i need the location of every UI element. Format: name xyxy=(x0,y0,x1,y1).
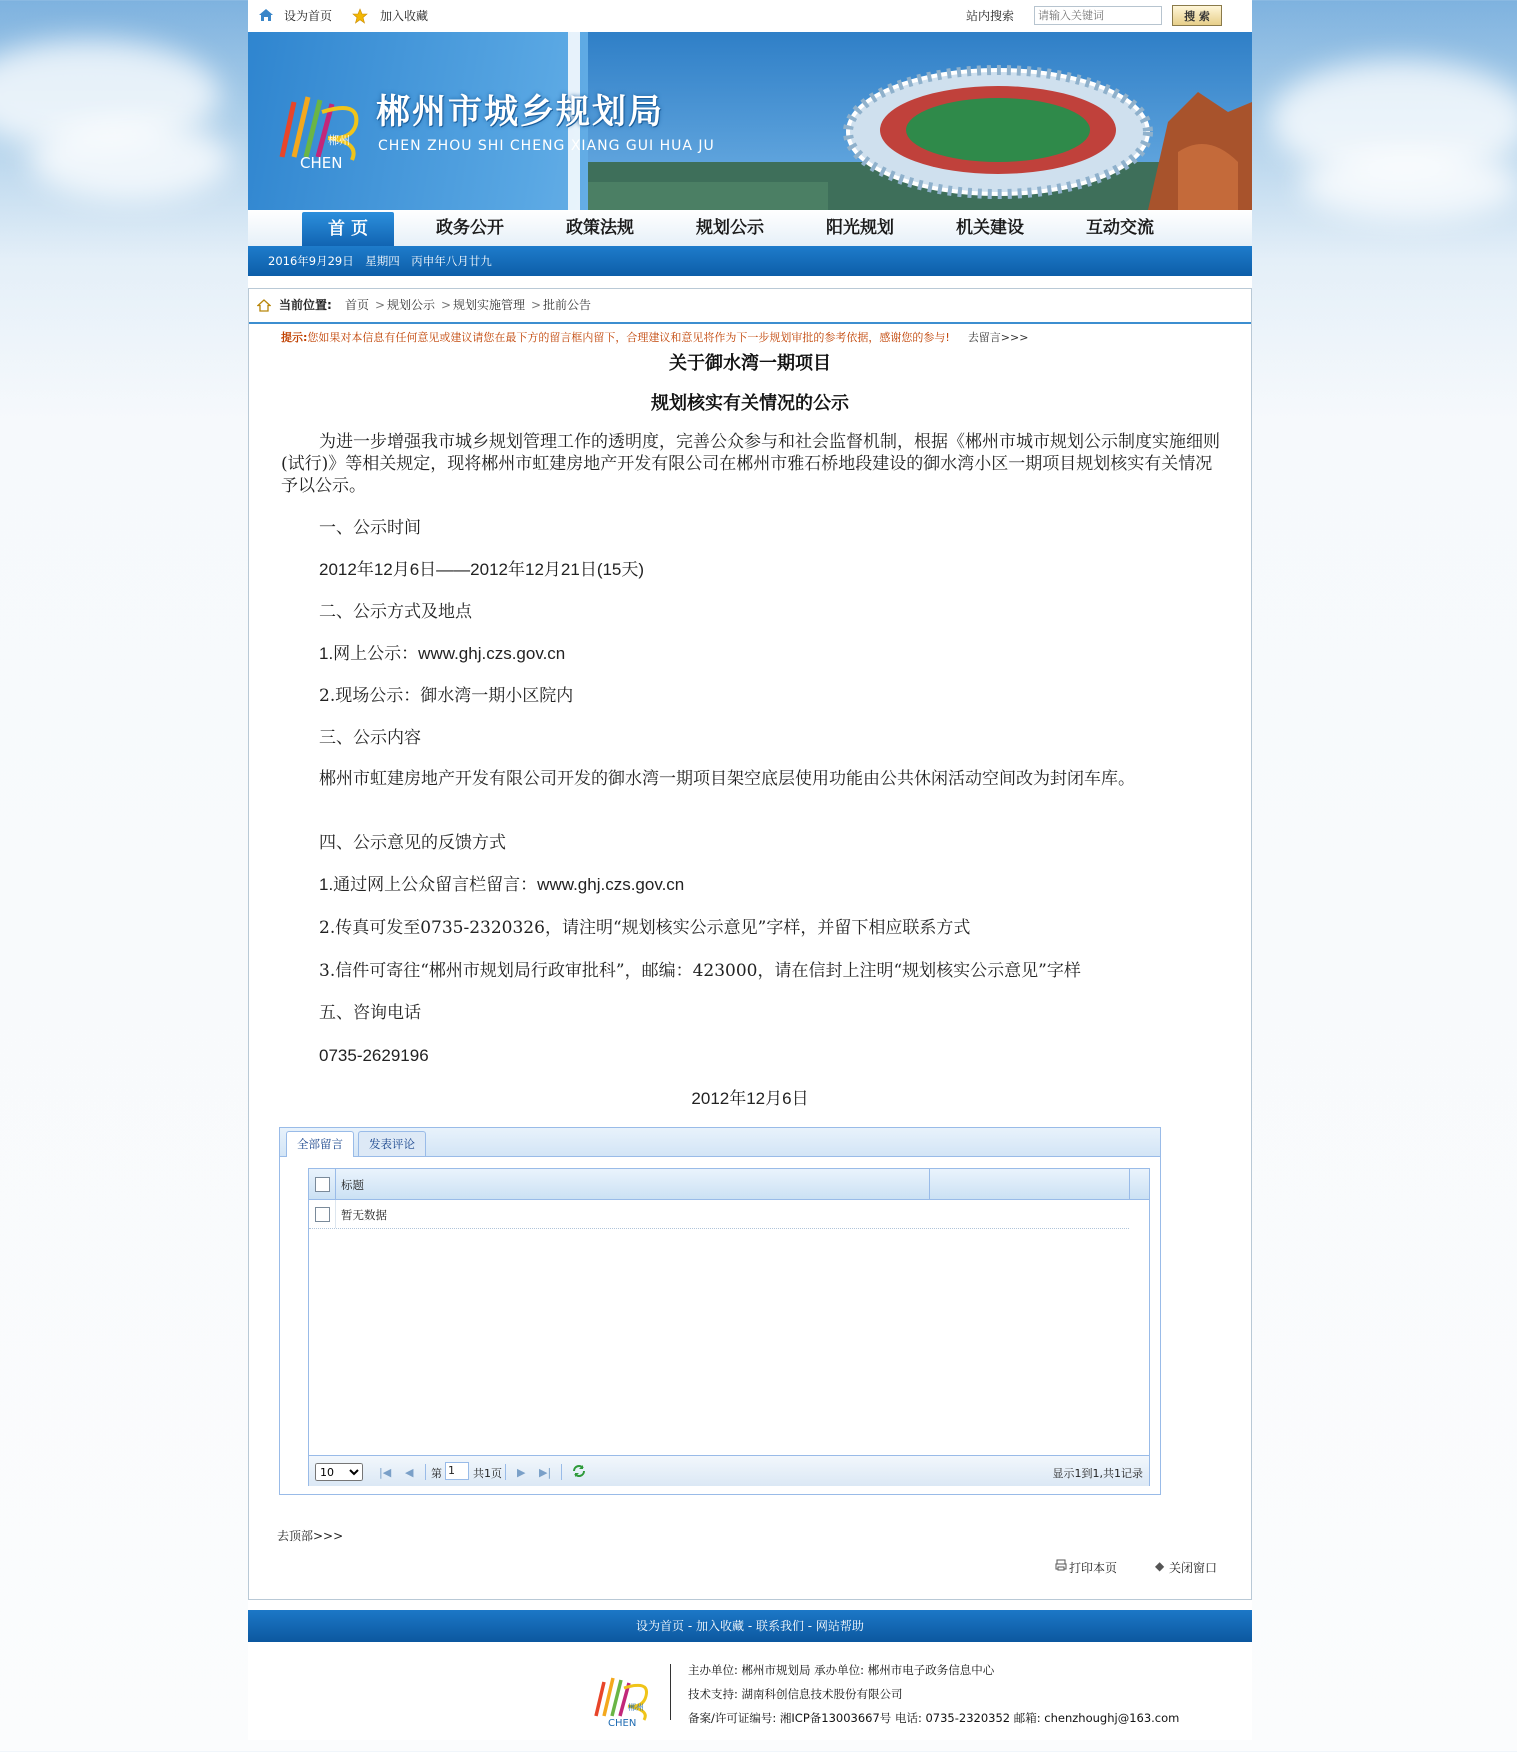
top-bar xyxy=(248,0,1252,33)
footer-logo-icon xyxy=(588,1668,652,1728)
breadcrumb-label: 当前位置: xyxy=(279,298,332,312)
stadium-image xyxy=(588,32,1252,210)
nav-item-planning-notice[interactable]: 规划公示 xyxy=(696,218,764,238)
section3-text: 郴州市虹建房地产开发有限公司开发的御水湾一期项目架空底层使用功能由公共休闲活动空间改为封闭车库。 xyxy=(319,769,1135,789)
footer-links[interactable]: 设为首页 - 加入收藏 - 联系我们 - 网站帮助 xyxy=(248,1610,1252,1642)
set-home-link[interactable]: 设为首页 xyxy=(284,9,333,23)
breadcrumb-item-current[interactable]: 批前公告 xyxy=(543,298,592,312)
site-title: 郴州市城乡规划局 xyxy=(376,92,664,132)
footer-logo-text-en: CHEN xyxy=(608,1718,637,1728)
section1-text: 2012年12月6日——2012年12月21日(15天) xyxy=(319,560,645,579)
breadcrumb-separator-icon: > xyxy=(441,298,452,312)
breadcrumb-home-icon xyxy=(257,299,271,315)
grid-pager xyxy=(309,1455,1149,1486)
print-page-link[interactable]: 打印本页 xyxy=(1069,1561,1118,1575)
footer-line3: 备案/许可证编号: 湘ICP备13003667号 电话: 0735-2320352 邮箱: chenzhoughj@163.com xyxy=(688,1711,1180,1725)
footer-line1: 主办单位: 郴州市规划局 承办单位: 郴州市电子政务信息中心 xyxy=(688,1663,995,1677)
logo-icon xyxy=(272,82,364,172)
date-bar xyxy=(248,246,1252,276)
page-container xyxy=(248,0,1252,1740)
refresh-icon[interactable] xyxy=(571,1463,587,1482)
breadcrumb xyxy=(249,289,1251,324)
main-nav xyxy=(248,210,1252,246)
nav-item-interaction[interactable]: 互动交流 xyxy=(1086,218,1154,238)
logo-text-en: CHEN xyxy=(300,154,343,172)
breadcrumb-separator-icon: > xyxy=(531,298,542,312)
row-checkbox[interactable] xyxy=(315,1207,330,1222)
section2-title: 二、公示方式及地点 xyxy=(319,602,472,622)
comments-tab-bar xyxy=(280,1128,1160,1157)
nav-item-home[interactable]: 首 页 xyxy=(302,212,394,246)
goto-top-link[interactable]: 去顶部>>> xyxy=(277,1529,344,1543)
add-favorite-link[interactable]: 加入收藏 xyxy=(380,9,429,23)
footer-info xyxy=(248,1642,1252,1740)
breadcrumb-separator-icon: > xyxy=(375,298,386,312)
page-count: 共1页 xyxy=(473,1467,502,1480)
empty-row-text: 暂无数据 xyxy=(341,1208,387,1222)
column-header-title[interactable]: 标题 xyxy=(341,1178,364,1192)
article-title-line1: 关于御水湾一期项目 xyxy=(669,353,831,374)
section4-title: 四、公示意见的反馈方式 xyxy=(319,833,506,853)
grid-header xyxy=(309,1169,1149,1200)
nav-item-policy[interactable]: 政策法规 xyxy=(566,218,634,238)
page-prefix: 第 xyxy=(431,1467,442,1480)
section4-item1: 1.通过网上公众留言栏留言：www.ghj.czs.gov.cn xyxy=(319,875,685,894)
content-box xyxy=(248,288,1252,1600)
first-page-icon[interactable]: |◀ xyxy=(379,1466,392,1479)
search-label: 站内搜索 xyxy=(966,9,1015,23)
section5-text: 0735-2629196 xyxy=(319,1046,429,1065)
section2-item2: 2.现场公示：御水湾一期小区院内 xyxy=(319,686,574,706)
section4-item2: 2.传真可发至0735-2320326，请注明“规划核实公示意见”字样，并留下相应联系方式 xyxy=(319,918,971,938)
footer-divider xyxy=(670,1664,671,1720)
nav-item-government[interactable]: 政务公开 xyxy=(436,218,504,238)
tip-bar xyxy=(281,329,1028,345)
breadcrumb-item-notice[interactable]: 规划公示 xyxy=(387,298,436,312)
tab-all-comments[interactable]: 全部留言 xyxy=(286,1131,354,1157)
comments-panel xyxy=(279,1127,1161,1495)
last-page-icon[interactable]: ▶| xyxy=(539,1466,552,1479)
breadcrumb-item-home[interactable]: 首页 xyxy=(345,298,370,312)
close-icon: ◆ xyxy=(1155,1559,1165,1573)
next-page-icon[interactable]: ▶ xyxy=(517,1466,526,1479)
tab-post-comment[interactable]: 发表评论 xyxy=(358,1131,426,1156)
table-row[interactable] xyxy=(309,1200,1129,1229)
footer-line2: 技术支持: 湖南科创信息技术股份有限公司 xyxy=(688,1687,903,1701)
page-number-input[interactable]: 1 xyxy=(445,1462,469,1480)
star-icon xyxy=(352,8,368,24)
article-title-line2: 规划核实有关情况的公示 xyxy=(651,393,849,414)
print-icon xyxy=(1055,1559,1067,1574)
section2-item1: 1.网上公示：www.ghj.czs.gov.cn xyxy=(319,644,566,663)
nav-item-sunshine-planning[interactable]: 阳光规划 xyxy=(826,218,894,238)
site-pinyin: CHEN ZHOU SHI CHENG XIANG GUI HUA JU xyxy=(378,138,715,154)
leave-comment-link[interactable]: 去留言>>> xyxy=(967,331,1029,344)
prev-page-icon[interactable]: ◀ xyxy=(405,1466,414,1479)
page-size-select[interactable] xyxy=(315,1463,363,1481)
comments-grid xyxy=(308,1168,1150,1486)
select-all-checkbox[interactable] xyxy=(315,1177,330,1192)
section5-title: 五、咨询电话 xyxy=(319,1003,421,1023)
section3-title: 三、公示内容 xyxy=(319,728,421,748)
section1-title: 一、公示时间 xyxy=(319,518,421,538)
breadcrumb-item-implementation[interactable]: 规划实施管理 xyxy=(453,298,526,312)
article-date: 2012年12月6日 xyxy=(691,1089,809,1108)
search-input[interactable] xyxy=(1034,6,1162,25)
home-icon xyxy=(258,8,274,24)
pager-summary: 显示1到1,共1记录 xyxy=(1052,1467,1143,1480)
article-intro: 为进一步增强我市城乡规划管理工作的透明度，完善公众参与和社会监督机制，根据《郴州市城市规划公示制度实施细则(试行)》等相关规定，现将郴州市虹建房地产开发有限公司在郴州市雅石桥地段建设的御水湾小区一期项目规划核实有关情况予以公示。 xyxy=(281,432,1220,496)
tip-label: 提示: xyxy=(281,331,308,344)
current-date: 2016年9月29日 星期四 丙申年八月廿九 xyxy=(268,254,492,268)
close-window-link[interactable]: 关闭窗口 xyxy=(1169,1561,1218,1575)
section4-item3: 3.信件可寄往“郴州市规划局行政审批科”，邮编：423000，请在信封上注明“规划核实公示意见”字样 xyxy=(319,961,1081,981)
nav-item-organization[interactable]: 机关建设 xyxy=(956,218,1024,238)
footer-logo-text-cn: 郴州 xyxy=(628,1703,644,1712)
search-button[interactable]: 搜 索 xyxy=(1172,5,1222,26)
tip-text: 您如果对本信息有任何意见或建议请您在最下方的留言框内留下，合理建议和意见将作为下一步规划审批的参考依据，感谢您的参与! xyxy=(307,331,950,344)
logo-text-cn: 郴州 xyxy=(328,134,350,147)
banner xyxy=(248,32,1252,210)
